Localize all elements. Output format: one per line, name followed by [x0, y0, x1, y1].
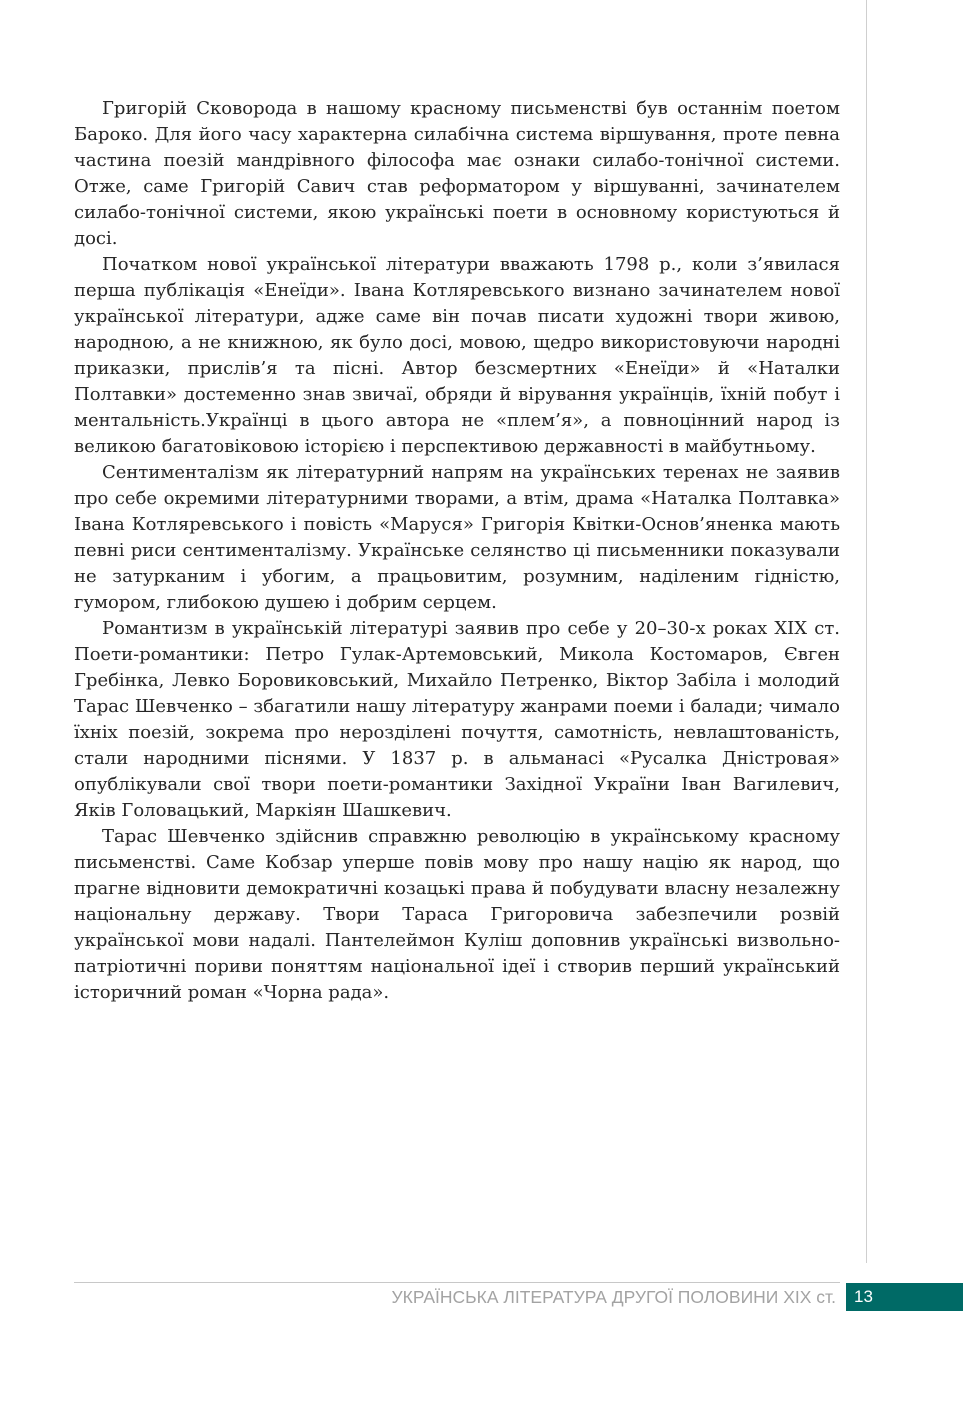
paragraph-sentimentalism: Сентименталізм як літературний напрям на українських теренах не заявив про себе окремими літературними творами, а втім, драма «Наталка Полтавка» Івана Котляревського і повість «Маруся» Григорія Квітки-Основ’яненка мають певні риси сентименталізму. Українське селянство ці письменники показували не затурканим і убогим, а працьовитим, розумним, наділеним гідністю, гумором, глибокою душею і добрим серцем.	[74, 462, 840, 613]
paragraph-shevchenko: Тарас Шевченко здійснив справжню революцію в українському красному письменстві. Саме Кобзар уперше повів мову про нашу націю як народ, що прагне відновити демократичні козацькі права й побудувати власну незалежну національну державу. Твори Тараса Григоровича забезпечили розвій української мови надалі. Пантелеймон Куліш доповнив українські визвольно-патріотичні пориви поняттям національної ідеї і створив перший український історичний роман «Чорна рада».	[74, 826, 840, 1003]
running-footer-title: УКРАЇНСЬКА ЛІТЕРАТУРА ДРУГОЇ ПОЛОВИНИ XIX ст.	[391, 1287, 836, 1307]
footer-divider	[74, 1282, 840, 1283]
paragraph-romanticism: Романтизм в українській літературі заявив про себе у 20–30-х роках XIX ст. Поети-романтики: Петро Гулак-Артемовський, Микола Костомаров, Євген Гребінка, Левко Боровиковський, Михайло Петренко, Віктор Забіла і молодий Тарас Шевченко – збагатили нашу літературу жанрами поеми і балади; чимало їхніх поезій, зокрема про нерозділені почуття, самотність, невлаштованість, стали народними піснями. У 1837 р. в альманасі «Русалка Дністровая» опублікували свої твори поети-романтики Західної України Іван Вагилевич, Яків Головацький, Маркіян Шашкевич.	[74, 618, 840, 821]
paragraph-skovoroda: Григорій Сковорода в нашому красному письменстві був останнім поетом Бароко. Для його часу характерна силабічна система віршування, проте певна частина поезій мандрівного філософа має ознаки силабо-тонічної системи. Отже, саме Григорій Савич став реформатором у віршуванні, зачинателем силабо-тонічної системи, якою українські поети в основному користуються й досі.	[74, 98, 840, 249]
page-number: 13	[854, 1287, 873, 1306]
paragraph-kotliarevskyi: Початком нової української літератури вважають 1798 р., коли з’явилася перша публікація «Енеїди». Івана Котляревського визнано зачинателем нової української літератури, адже саме він почав писати художні твори живою, народною, а не книжною, як було досі, мовою, щедро використовуючи народні приказки, прислів’я та пісні. Автор безсмертних «Енеїди» й «Наталки Полтавки» достеменно знав звичаї, обряди й вірування українців, їхній побут і ментальність.Українці в цього автора не «плем’я», а повноцінний народ із великою багатовіковою історією і перспективою державності в майбутньому.	[74, 254, 840, 457]
page-number-badge	[846, 1283, 963, 1311]
page-body	[74, 96, 840, 1006]
page-margin-rule	[866, 0, 867, 1263]
